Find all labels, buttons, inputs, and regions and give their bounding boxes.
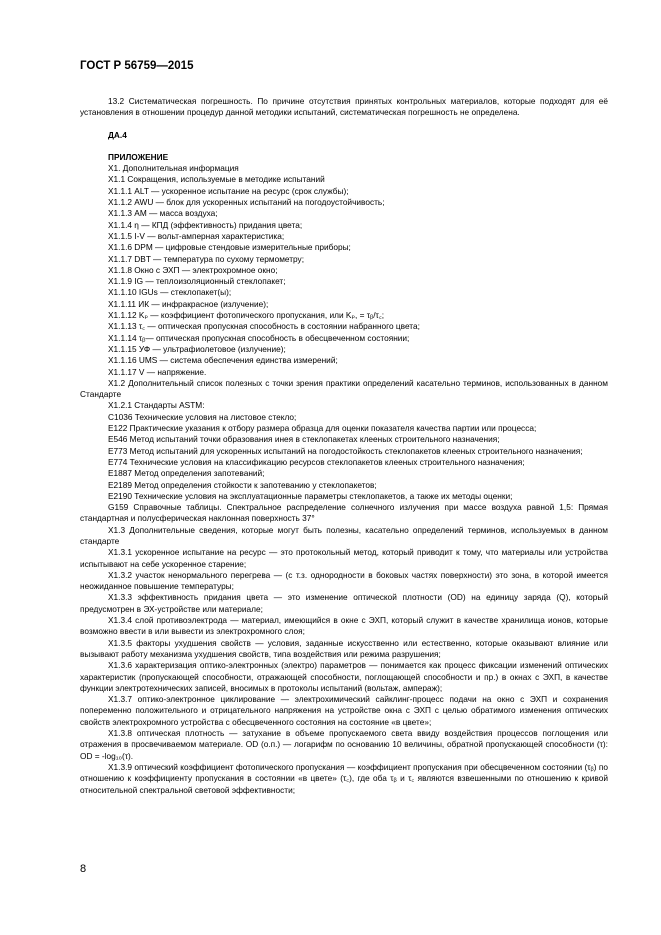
abbreviation-item: Х1.1.9 IG — теплоизоляционный стеклопакет;	[108, 276, 286, 287]
abbreviation-item: Х1.1.5 I-V — вольт-амперная характеристика;	[108, 230, 285, 241]
abbreviation-item: Х1.1.12 Kₚ — коэффициент фотопического пропускания, или Kₚ, = τᵦ/τ꜀;	[108, 310, 384, 321]
standard-item: E2190 Технические условия на эксплуатационные параметры стеклопакетов, а также их методы оценки;	[108, 490, 513, 501]
intro-paragraph: 13.2 Систематическая погрешность. По причине отсутствия принятых контрольных материалов, которые подходят для её установления в отношении процедур данной методики испытаний, систематическая погрешность не определена.	[80, 96, 608, 118]
appendix-heading: ПРИЛОЖЕНИЕ	[108, 151, 169, 162]
abbreviation-item: Х1.1.7 DBT — температура по сухому термометру;	[108, 253, 305, 264]
definition-item: Х1.3.4 слой противоэлектрода — материал, имеющийся в окне с ЭХП, который служит в качестве хранилища ионов, которые возможно ввести в или вывести из электрохромного слоя;	[80, 615, 608, 637]
abbreviation-item: Х1.1.13 τ꜀ — оптическая пропускная способность в состоянии набранного цвета;	[108, 321, 420, 332]
x1-heading: Х1. Дополнительная информация	[108, 163, 239, 174]
definition-item: Х1.3.7 оптико-электронное циклирование — электрохимический сайклинг-процесс подачи на окно с ЭХП и сохранения попеременно положительного и отрицательного напряжения на устройстве окна с ЭХП с целью обратимого изменения оптических свойств электрохромного устройства с обесцвеченного состояния на состояние «в цвете»;	[80, 694, 608, 727]
x1-1-heading: Х1.1 Сокращения, используемые в методике испытаний	[108, 174, 325, 185]
document-header: ГОСТ Р 56759—2015	[80, 60, 194, 72]
abbreviation-item: Х1.1.16 UMS — система обеспечения единства измерений;	[108, 355, 338, 366]
definition-item: Х1.3.6 характеризация оптико-электронных (электро) параметров — понимается как процесс фиксации изменений оптических характеристик (пропускающей способности, отражающей способности, поглощающей способности и пр.) в окнах с ЭХП, в качестве функции электротехнических записей, вносимых в протоколы испытаний (вольтаж, ампераж);	[80, 660, 608, 693]
abbreviation-item: Х1.1.11 ИК — инфракрасное (излучение);	[108, 298, 269, 309]
abbreviation-item: Х1.1.4 η — КПД (эффективность) придания цвета;	[108, 219, 303, 230]
standard-item: E2189 Метод определения стойкости к запотеванию у стеклопакетов;	[108, 479, 377, 490]
page-content	[80, 96, 608, 796]
abbreviation-item: Х1.1.3 АМ — масса воздуха;	[108, 208, 218, 219]
abbreviation-list	[80, 186, 608, 378]
x1-2-paragraph: Х1.2 Дополнительный список полезных с точки зрения практики определений касательно терминов, использованных в данном Стандарте	[80, 377, 608, 400]
abbreviation-item: Х1.1.2 AWU — блок для ускоренных испытаний на погодоустойчивость;	[108, 197, 385, 208]
standard-item: G159 Справочные таблицы. Спектральное распределение солнечного излучения при массе воздуха равной 1,5: Прямая стандартная и полусферическая наклонная поверхность 37°	[80, 502, 608, 524]
standard-item: E773 Метод испытаний для ускоренных испытаний на погодостойкость стеклопакетов клееных строительного назначения;	[108, 445, 583, 456]
abbreviation-item: Х1.1.6 DPM — цифровые стендовые измерительные приборы;	[108, 242, 351, 253]
definition-item: Х1.3.9 оптический коэффициент фотопического пропускания — коэффициент пропускания при обесцвеченном состоянии (τᵦ) по отношению к коэффициенту пропускания в состоянии «в цвете» (τ꜀), где оба τᵦ и τ꜀ являются взвешенными по отношению к кривой относительной спектральной световой эффективности;	[80, 761, 608, 795]
page-number: 8	[80, 863, 87, 875]
abbreviation-item: Х1.1.8 Окно с ЭХП — электрохромное окно;	[108, 264, 278, 275]
definition-item: Х1.3.8 оптическая плотность — затухание в объеме пропускаемого света ввиду воздействия процессов поглощения или отражения в просвечиваемом материале. OD (о.п.) — логарифм по основанию 10 величины, обратной пропускающей способности (τ): OD = -log₁₀(τ).	[80, 728, 608, 761]
definition-item: Х1.3.2 участок ненормального перегрева — (с т.з. однородности в боковых частях поверхности) это зона, в которой имеется неожиданное повышение температуры;	[80, 569, 608, 592]
standard-item: E1887 Метод определения запотеваний;	[108, 468, 265, 479]
definitions-list	[80, 547, 608, 796]
astm-standards-list	[80, 412, 608, 525]
standard-item: E122 Практические указания к отбору размера образца для оценки показателя качества партии или процесса;	[108, 423, 537, 434]
x1-2-1-heading: Х1.2.1 Стандарты ASTM:	[108, 400, 205, 411]
abbreviation-item: Х1.1.1 ALT — ускоренное испытание на ресурс (срок службы);	[108, 185, 349, 196]
definition-item: Х1.3.1 ускоренное испытание на ресурс — это протокольный метод, который приводит к тому, что материалы или устройства испытывают на себе ускоренное старение;	[80, 547, 608, 569]
standard-item: C1036 Технические условия на листовое стекло;	[108, 411, 297, 422]
abbreviation-item: Х1.1.14 τᵦ— оптическая пропускная способность в обесцвеченном состоянии;	[108, 332, 410, 343]
abbreviation-item: Х1.1.10 IGUs — стеклопакет(ы);	[108, 287, 232, 298]
abbreviation-item: Х1.1.15 УФ — ультрафиолетовое (излучение);	[108, 343, 286, 354]
x1-3-paragraph: Х1.3 Дополнительные сведения, которые могут быть полезны, касательно определений терминов, используемых в данном стандарте	[80, 524, 608, 546]
abbreviation-item: Х1.1.17 V — напряжение.	[108, 366, 207, 377]
standard-item: E774 Технические условия на классификацию ресурсов стеклопакетов клееных строительного назначения;	[108, 456, 525, 467]
definition-item: Х1.3.3 эффективность придания цвета — это изменение оптической плотности (OD) на единицу заряда (Q), который предусмотрен в ЭХ-устройстве или материале;	[80, 592, 608, 614]
definition-item: Х1.3.5 факторы ухудшения свойств — условия, заданные искусственно или естественно, которые оказывают влияние или вызывают работу механизма ухудшения свойств, типа воздействия или режима разрушения;	[80, 637, 608, 659]
standard-item: E546 Метод испытаний точки образования инея в стеклопакетах клееных строительного назначения;	[108, 434, 500, 445]
section-heading-da4: ДА.4	[108, 129, 127, 140]
